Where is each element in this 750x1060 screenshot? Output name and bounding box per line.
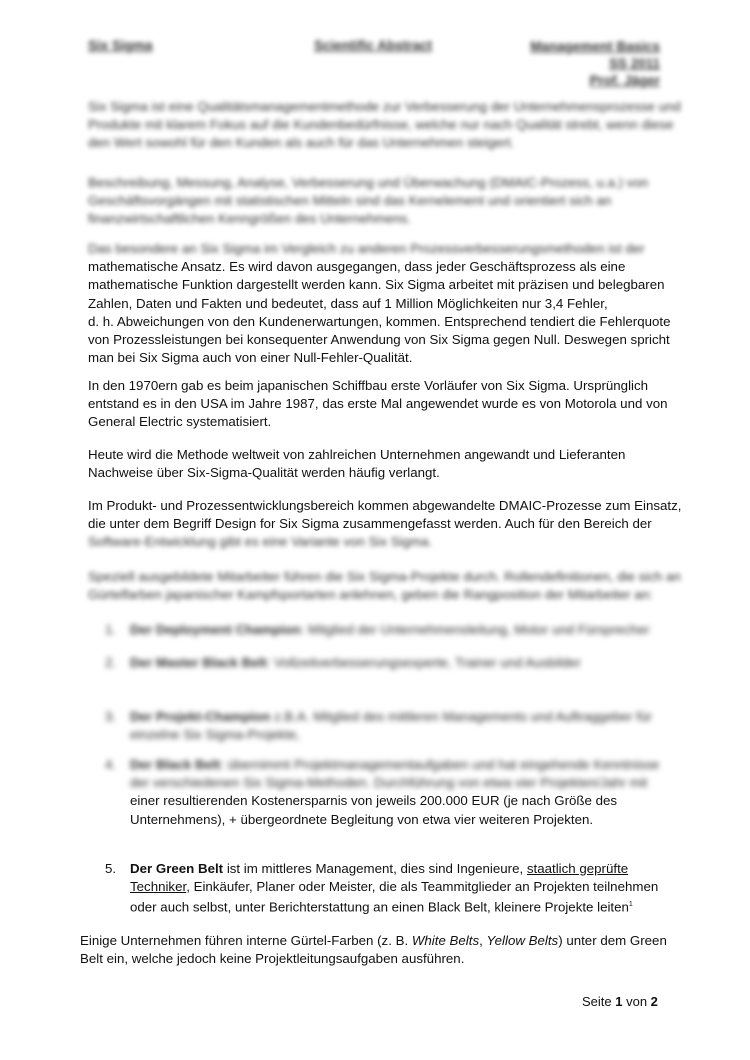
text-line: Speziell ausgebildete Mitarbeiter führen die Six Sigma-Projekte durch. Rollendefinitionen, die sich an <box>88 569 681 584</box>
text-line: Heute wird die Methode weltweit von zahlreichen Unternehmen angewandt und Lieferanten <box>88 447 626 462</box>
text-line: Im Produkt- und Prozessentwicklungsbereich kommen abgewandelte DMAIC-Prozesse zum Einsatz, <box>88 498 682 513</box>
belt-name: White Belts <box>411 933 480 948</box>
header-course: Management Basics <box>530 39 660 54</box>
page-prefix: Seite <box>582 994 616 1009</box>
roles-intro-paragraph <box>88 568 681 604</box>
text-line: Beschreibung, Messung, Analyse, Verbesserung und Überwachung (DMAIC-Prozess, u.a.) von <box>88 175 649 190</box>
text-line: Nachweise über Six-Sigma-Qualität werden häufig verlangt. <box>88 465 440 481</box>
role-title: Der Green Belt <box>130 861 224 876</box>
role-description: einer resultierenden Kostenersparnis von jeweils 200.000 EUR (je nach Größe des <box>130 793 618 809</box>
closing-paragraph <box>80 932 667 968</box>
text-line: In den 1970ern gab es beim japanischen Schiffbau erste Vorläufer von Six Sigma. Ursprünglich <box>88 378 649 393</box>
header-topic: Six Sigma <box>88 38 153 53</box>
role-title: Der Projekt-Champion <box>130 709 271 724</box>
list-number: 5. <box>105 861 117 876</box>
page-total: 2 <box>650 994 658 1009</box>
math-approach-paragraph <box>88 240 671 367</box>
page-current: 1 <box>615 994 623 1009</box>
role-description: oder auch selbst, unter Berichterstattung an einen Black Belt, kleinere Projekte leiten <box>130 899 629 915</box>
text-line: Geschäftsvorgängen mit statistischen Mitteln sind das Kernelement und orientiert sich an <box>88 193 612 209</box>
dfss-paragraph <box>88 497 682 552</box>
role-description: einzelne Six Sigma-Projekte, <box>130 727 300 743</box>
page-number <box>582 994 658 1009</box>
role-description: : übernimmt Projektmanagementaufgaben und hat eingehende Kenntnisse <box>220 757 660 772</box>
text-line: mathematische Ansatz. Es wird davon ausgegangen, dass jeder Geschäftsprozess als eine <box>88 259 626 275</box>
role-description: Unternehmens), + übergeordnete Begleitung von etwa vier weiteren Projekten. <box>130 811 594 827</box>
text-line: Das besondere an Six Sigma im Vergleich zu anderen Prozessverbesserungsmethoden ist der <box>88 241 645 256</box>
role-description: : Vollzeitverbesserungsexperte, Trainer und Ausbilder <box>266 655 581 670</box>
text-line: Gürtelfarben japanischer Kampfsportarten anlehnen, geben die Rangposition der Mitarbeiter an: <box>88 587 653 603</box>
reference-link[interactable]: Techniker <box>130 879 187 895</box>
text-line: Six Sigma ist eine Qualitätsmanagementmethode zur Verbesserung der Unternehmensprozesse und <box>88 99 681 114</box>
text-line: finanzwirtschaftlichen Kenngrößen des Unternehmens. <box>88 211 411 227</box>
role-description: der verschiedenen Six Sigma-Methoden. Durchführung von etwa vier Projekten/Jahr mit <box>130 775 648 791</box>
intro-paragraph <box>88 98 681 153</box>
document-header <box>88 38 660 98</box>
text-line: Software-Entwicklung gibt es eine Variante von Six Sigma. <box>88 534 433 550</box>
role-title: Der Master Black Belt <box>130 655 267 670</box>
text-line: die unter dem Begriff Design for Six Sigma zusammengefasst werden. Auch für den Bereich der <box>88 516 652 532</box>
role-description: , Einkäufer, Planer oder Meister, die als Teammitglieder an Projekten teilnehmen <box>186 879 659 895</box>
list-number: 3. <box>105 709 117 724</box>
text-line: von Prozessleistungen bei konsequenter Anwendung von Six Sigma gegen Null. Deswegen spricht <box>88 332 670 348</box>
reference-link[interactable]: staatlich geprüfte <box>526 861 629 876</box>
text-line: d. h. Abweichungen von den Kundenerwartungen, kommen. Entsprechend tendiert die Fehlerquote <box>88 313 671 329</box>
text-line: Belt ein, welche jedoch keine Projektleitungsaufgaben ausführen. <box>80 951 465 967</box>
header-semester: SS 2011 <box>608 56 660 71</box>
text-line: entstand es in den USA im Jahre 1987, das erste Mal angewendet wurde es von Motorola und von <box>88 396 668 412</box>
text-fragment: Einige Unternehmen führen interne Gürtel-Farben (z. B. <box>80 933 412 948</box>
text-line: den Wert sowohl für den Kunden als auch für das Unternehmen steigert. <box>88 135 515 151</box>
dmaic-paragraph <box>88 174 660 229</box>
page-middle: von <box>622 994 651 1009</box>
text-fragment: ) unter dem Green <box>558 933 667 948</box>
list-number: 1. <box>105 622 117 637</box>
text-line: Zahlen, Daten und Fakten und bedeutet, dass auf 1 Million Möglichkeiten nur 3,4 Fehler, <box>88 295 608 311</box>
today-paragraph <box>88 446 660 482</box>
header-professor: Prof. Jäger <box>589 73 660 88</box>
role-title: Der Deployment Champion <box>130 622 301 637</box>
role-description: : Mitglied der Unternehmensleitung, Motor und Fürsprecher <box>300 622 650 637</box>
role-description: z.B.A. Mitglied des mittleren Managements und Auftraggeber für <box>270 709 652 724</box>
text-fragment: , <box>479 933 487 948</box>
text-line: man bei Six Sigma auch von einer Null-Fehler-Qualität. <box>88 350 413 366</box>
belt-name: Yellow Belts <box>486 933 559 948</box>
header-doc-type: Scientific Abstract <box>314 38 433 53</box>
role-title: Der Black Belt <box>130 757 221 772</box>
header-course-info <box>530 38 660 89</box>
footnote-mark[interactable]: 1 <box>628 901 633 909</box>
history-paragraph <box>88 377 668 432</box>
text-line: Produkte mit klarem Fokus auf die Kundenbedürfnisse, welche nur nach Qualität strebt, wenn diese <box>88 117 674 133</box>
list-number: 4. <box>105 757 117 772</box>
list-number: 2. <box>105 655 117 670</box>
role-description: ist im mittleres Management, dies sind Ingenieure, <box>223 861 527 876</box>
text-line: mathematische Funktion dargestellt werden kann. Six Sigma arbeitet mit präzisen und belegbaren <box>88 277 665 293</box>
text-line: General Electric systematisiert. <box>88 414 272 430</box>
